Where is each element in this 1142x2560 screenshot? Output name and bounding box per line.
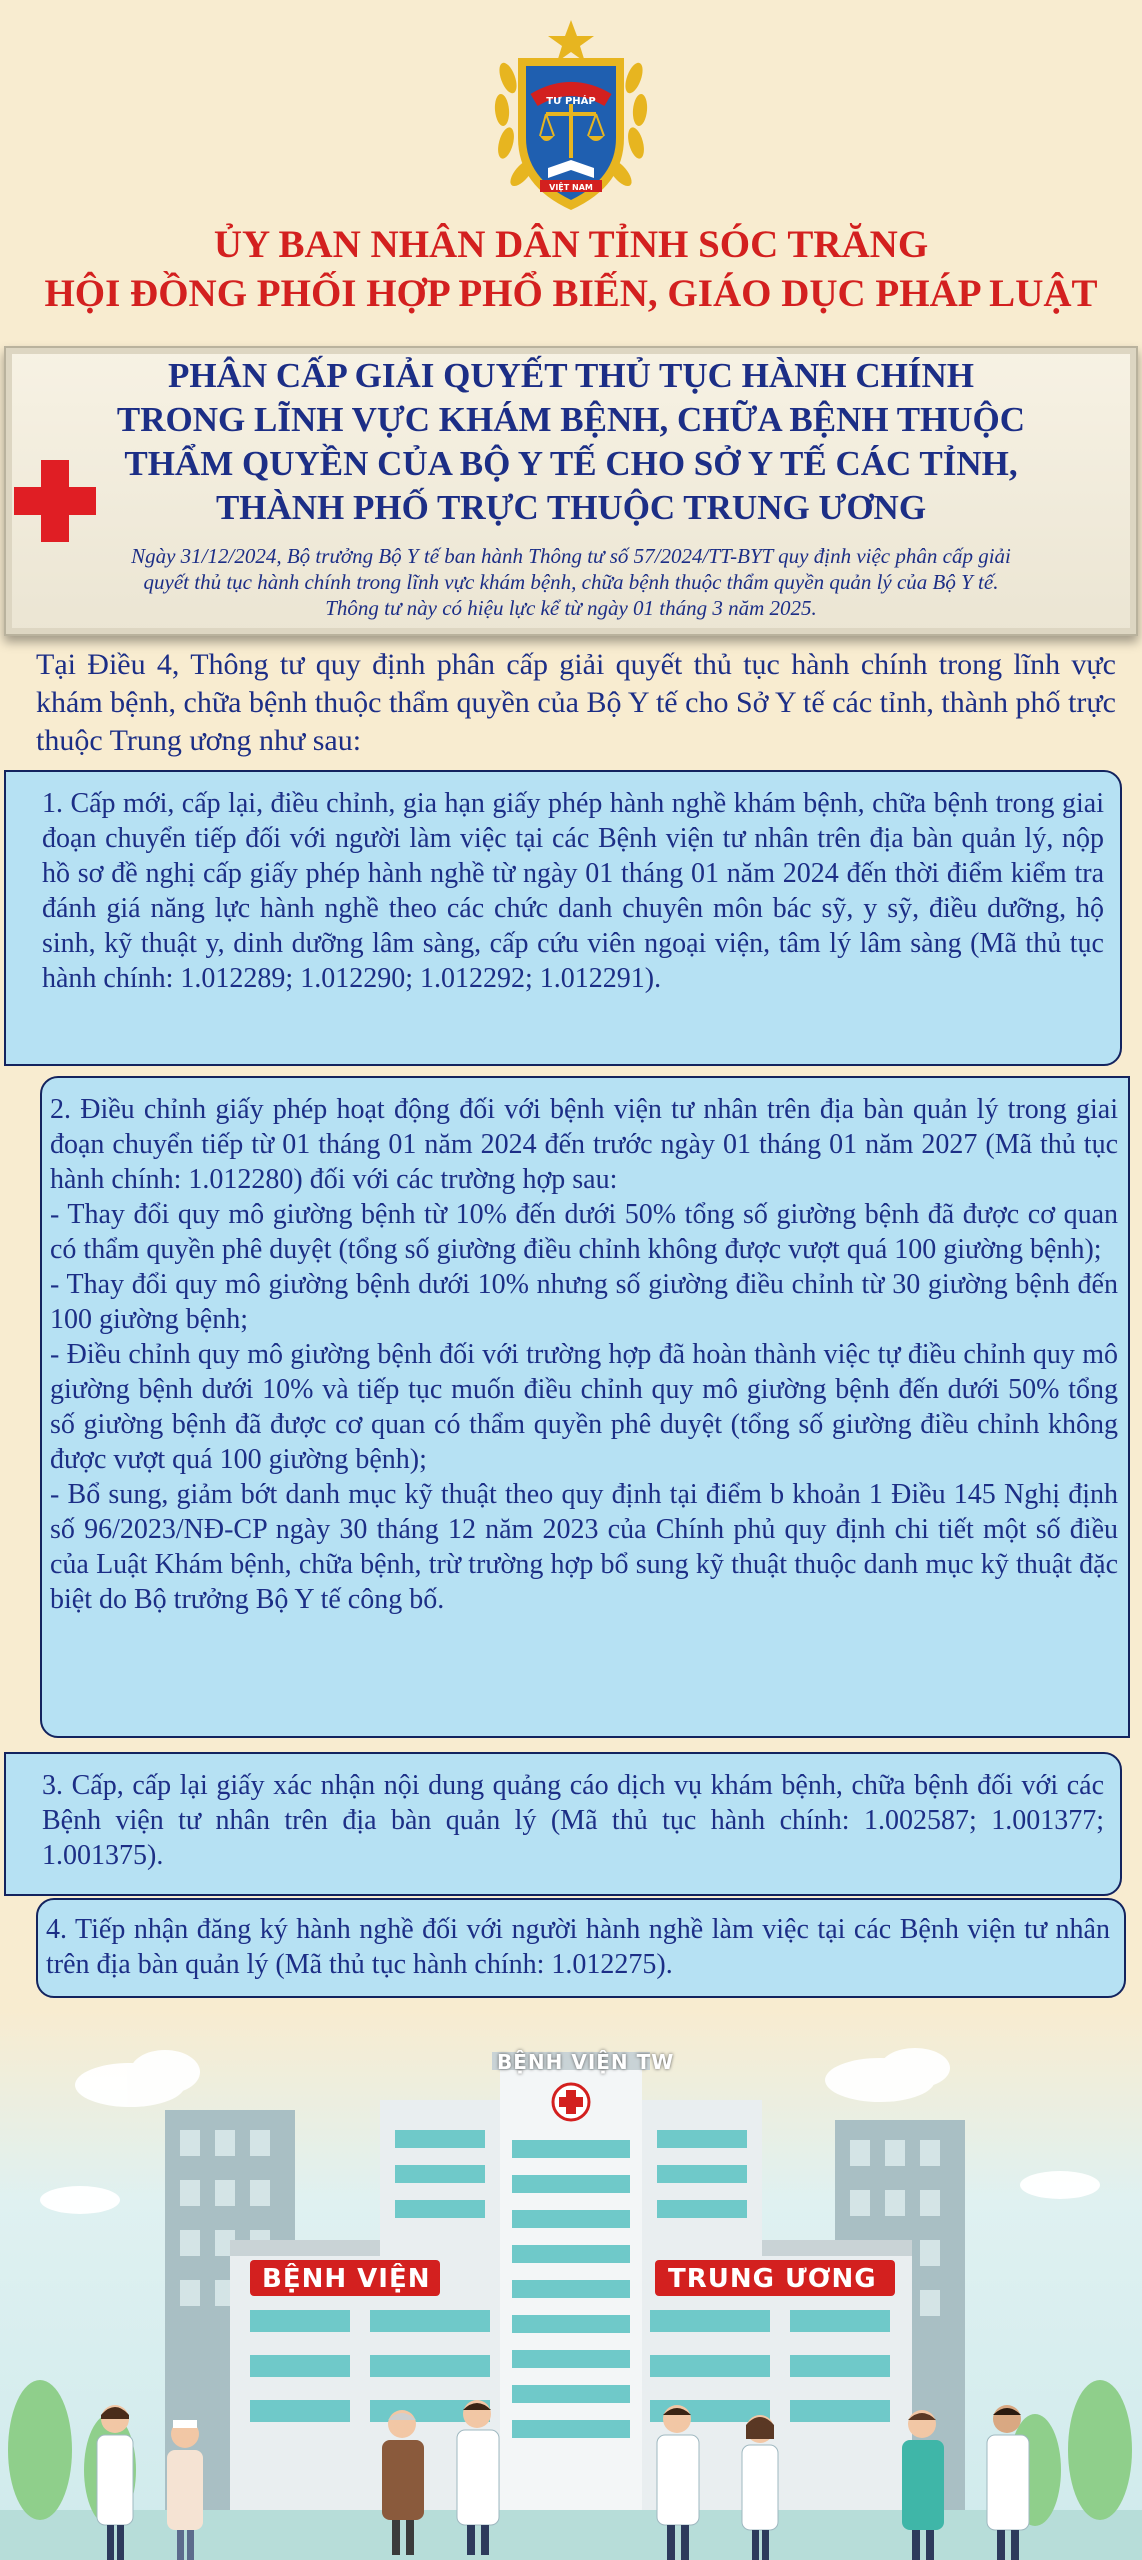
- lead-paragraph: Tại Điều 4, Thông tư quy định phân cấp giải quyết thủ tục hành chính trong lĩnh vực khám bệnh, chữa bệnh thuộc thẩm quyền của Bộ Y tế cho Sở Y tế các tỉnh, thành phố trực thuộc Trung ương như sau:: [36, 648, 1116, 757]
- item-box-4: [36, 1898, 1126, 1998]
- emblem-top-text: TƯ PHÁP: [546, 96, 596, 107]
- title-line-3: THẨM QUYỀN CỦA BỘ Y TẾ CHO SỞ Y TẾ CÁC TỈNH,: [124, 444, 1018, 483]
- top-sign-text: BỆNH VIỆN TW: [497, 2050, 675, 2074]
- item-2-intro: 2. Điều chỉnh giấy phép hoạt động đối với bệnh viện tư nhân trên địa bàn quản lý trong giai đoạn chuyển tiếp từ 01 tháng 01 năm 2024 đến trước ngày 01 tháng 01 năm 2027 (Mã thủ tục hành chính: 1.012280) đối với các trường hợp sau:: [50, 1094, 1118, 1195]
- item-box-3: [4, 1752, 1122, 1896]
- left-sign-text: BỆNH VIỆN: [262, 2264, 431, 2294]
- emblem-bottom-text: VIỆT NAM: [549, 183, 593, 192]
- title-line-2: TRONG LĨNH VỰC KHÁM BỆNH, CHỮA BỆNH THUỘC: [116, 400, 1026, 439]
- item-2-bullet-3: - Điều chỉnh quy mô giường bệnh đối với trường hợp đã hoàn thành việc tự điều chỉnh quy mô giường bệnh dưới 10% và tiếp tục muốn điều chỉnh quy mô giường bệnh đến dưới 50% tổng số giường bệnh đã được cơ quan có thẩm quyền phê duyệt (tổng số giường điều chỉnh không được vượt quá 100 giường bệnh);: [50, 1339, 1118, 1475]
- item-2-bullet-2: - Thay đổi quy mô giường bệnh dưới 10% nhưng số giường điều chỉnh từ 30 giường bệnh đến 100 giường bệnh;: [50, 1269, 1118, 1335]
- org-line-2: HỘI ĐỒNG PHỐI HỢP PHỔ BIẾN, GIÁO DỤC PHÁP LUẬT: [44, 272, 1098, 315]
- item-2-bullet-4: - Bổ sung, giảm bớt danh mục kỹ thuật theo quy định tại điểm b khoản 1 Điều 145 Nghị định số 96/2023/NĐ-CP ngày 30 tháng 12 năm 2023 của Chính phủ quy định chi tiết một số điều của Luật Khám bệnh, chữa bệnh, trừ trường hợp bổ sung kỹ thuật thuộc danh mục kỹ thuật đặc biệt do Bộ trưởng Bộ Y tế công bố.: [50, 1479, 1118, 1615]
- red-cross-icon: [14, 460, 96, 542]
- hospital-illustration: [0, 2010, 1142, 2560]
- right-sign-text: TRUNG ƯƠNG: [668, 2264, 877, 2294]
- item-3-text: 3. Cấp, cấp lại giấy xác nhận nội dung quảng cáo dịch vụ khám bệnh, chữa bệnh đối với các Bệnh viện tư nhân trên địa bàn quản lý (Mã thủ tục hành chính: 1.002587; 1.001377; 1.001375).: [42, 1770, 1104, 1871]
- org-line-1: ỦY BAN NHÂN DÂN TỈNH SÓC TRĂNG: [213, 223, 929, 266]
- intro-line-3: Thông tư này có hiệu lực kể từ ngày 01 tháng 3 năm 2025.: [325, 596, 817, 620]
- hospital-building-icon: [0, 2010, 1142, 2560]
- item-box-1: [4, 770, 1122, 1066]
- intro-line-2: quyết thủ tục hành chính trong lĩnh vực khám bệnh, chữa bệnh thuộc thẩm quyền quản lý của Bộ Y tế.: [143, 570, 999, 594]
- title-line-1: PHÂN CẤP GIẢI QUYẾT THỦ TỤC HÀNH CHÍNH: [167, 356, 975, 395]
- item-4-text: 4. Tiếp nhận đăng ký hành nghề đối với người hành nghề làm việc tại các Bệnh viện tư nhân trên địa bàn quản lý (Mã thủ tục hành chính: 1.012275).: [46, 1914, 1110, 1980]
- item-1-text: 1. Cấp mới, cấp lại, điều chỉnh, gia hạn giấy phép hành nghề khám bệnh, chữa bệnh trong giai đoạn chuyển tiếp đối với người làm việc tại các Bệnh viện tư nhân trên địa bàn quản lý, nộp hồ sơ đề nghị cấp giấy phép hành nghề từ ngày 01 tháng 01 năm 2024 đến thời điểm kiểm tra đánh giá năng lực hành nghề theo các chức danh chuyên môn bác sỹ, y sỹ, điều dưỡng, hộ sinh, kỹ thuật y, dinh dưỡng lâm sàng, cấp cứu viên ngoại viện, tâm lý lâm sàng (Mã thủ tục hành chính: 1.012289; 1.012290; 1.012292; 1.012291).: [42, 788, 1104, 994]
- item-2-bullet-1: - Thay đổi quy mô giường bệnh từ 10% đến dưới 50% tổng số giường bệnh đã được cơ quan có thẩm quyền phê duyệt (tổng số giường điều chỉnh không được vượt quá 100 giường bệnh);: [50, 1199, 1118, 1265]
- title-panel: [4, 346, 1138, 636]
- title-line-4: THÀNH PHỐ TRỰC THUỘC TRUNG ƯƠNG: [215, 488, 927, 527]
- item-box-2: [40, 1076, 1130, 1738]
- justice-emblem-icon: [488, 18, 654, 218]
- intro-line-1: Ngày 31/12/2024, Bộ trưởng Bộ Y tế ban hành Thông tư số 57/2024/TT-BYT quy định việc phân cấp giải: [131, 544, 1011, 568]
